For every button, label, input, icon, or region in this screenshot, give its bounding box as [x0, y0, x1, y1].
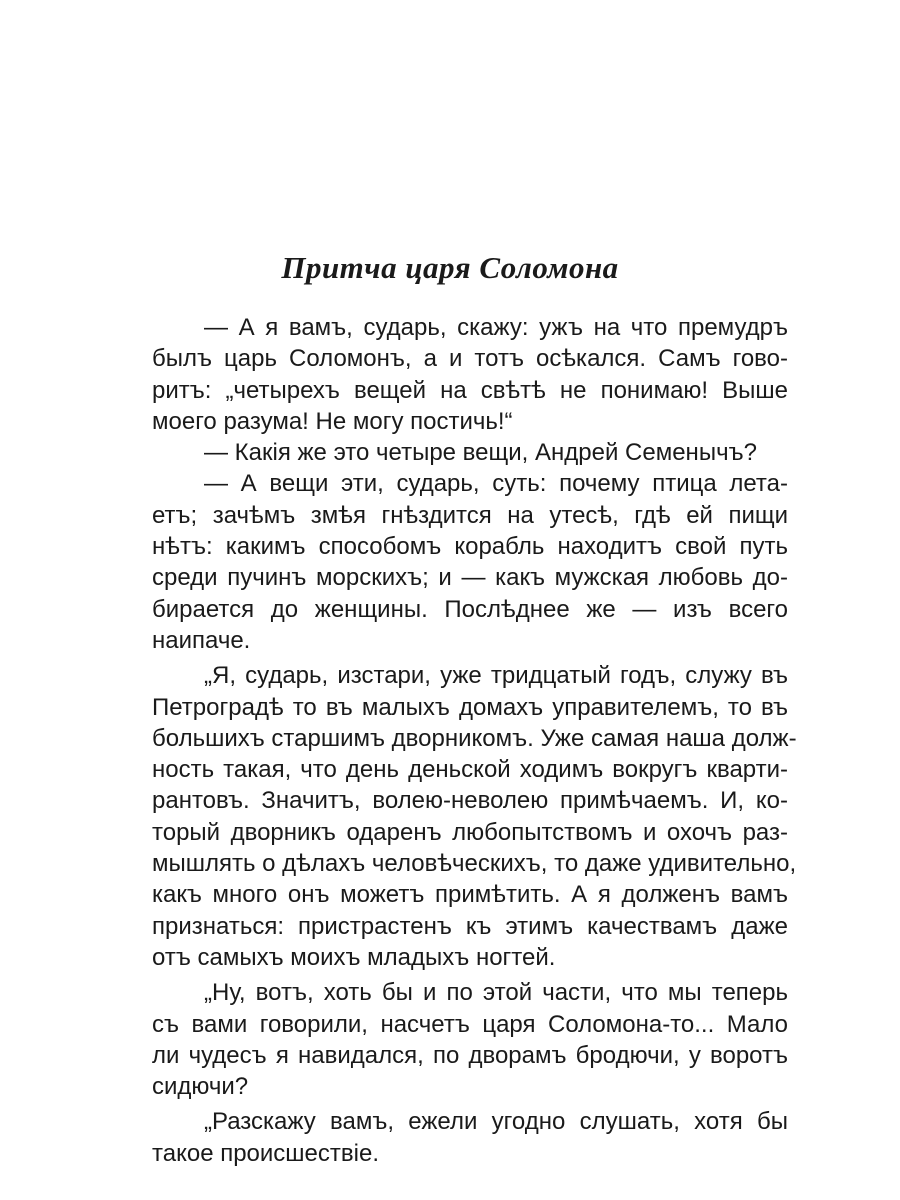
text-line: рантовъ. Значитъ, волею-неволею примѣчаемъ. И, ко- — [152, 787, 788, 815]
text-line: былъ царь Соломонъ, а и тотъ осѣкался. Самъ гово- — [152, 345, 788, 373]
text-line: моего разума! Не могу постичь!“ — [152, 407, 513, 435]
paragraph — [152, 660, 797, 973]
text-line: какъ много онъ можетъ примѣтить. А я долженъ вамъ — [152, 881, 788, 909]
text-line: ритъ: „четырехъ вещей на свѣтѣ не понимаю! Выше — [152, 376, 788, 404]
text-line: большихъ старшимъ дворникомъ. Уже самая наша долж- — [152, 724, 797, 752]
text-line: — Какія же это четыре вещи, Андрей Семенычъ? — [204, 439, 757, 467]
paragraph — [152, 1106, 788, 1169]
chapter-title: Притча царя Соломона — [281, 250, 619, 285]
text-line: ность такая, что день деньской ходимъ вокругъ кварти- — [152, 756, 788, 784]
paragraph — [152, 468, 788, 656]
text-line: — А я вамъ, сударь, скажу: ужъ на что премудръ — [204, 314, 788, 341]
text-line: — А вещи эти, сударь, суть: почему птица лета- — [204, 470, 788, 498]
body-text — [152, 312, 797, 1169]
text-line: „Разскажу вамъ, ежели угодно слушать, хотя бы — [204, 1108, 788, 1136]
text-line: такое происшествіе. — [152, 1139, 379, 1167]
text-line: среди пучинъ морскихъ; и — какъ мужская любовь до- — [152, 564, 788, 592]
text-line: торый дворникъ одаренъ любопытствомъ и охочъ раз- — [152, 818, 788, 846]
text-line: „Ну, вотъ, хоть бы и по этой части, что мы теперь — [204, 979, 788, 1007]
text-line: Петроградѣ то въ малыхъ домахъ управителемъ, то въ — [152, 693, 788, 721]
paragraph — [152, 977, 788, 1102]
paragraph — [152, 437, 788, 468]
text-line: мышлять о дѣлахъ человѣческихъ, то даже удивительно, — [152, 850, 797, 878]
text-line: наипаче. — [152, 626, 251, 654]
text-line: „Я, сударь, изстари, уже тридцатый годъ, служу въ — [204, 662, 788, 690]
text-line: нѣтъ: какимъ способомъ корабль находитъ свой путь — [152, 533, 788, 561]
text-line: етъ; зачѣмъ змѣя гнѣздится на утесѣ, гдѣ ей пищи — [152, 501, 788, 529]
text-line: ли чудесъ я навидался, по дворамъ бродючи, у воротъ — [152, 1041, 788, 1069]
text-line: признаться: пристрастенъ къ этимъ качествамъ даже — [152, 912, 788, 940]
paragraph — [152, 312, 788, 437]
text-line: отъ самыхъ моихъ младыхъ ногтей. — [152, 943, 556, 971]
text-line: сидючи? — [152, 1073, 249, 1101]
text-line: съ вами говорили, насчетъ царя Соломона-то... Мало — [152, 1010, 788, 1038]
text-line: бирается до женщины. Послѣднее же — изъ всего — [152, 595, 788, 623]
